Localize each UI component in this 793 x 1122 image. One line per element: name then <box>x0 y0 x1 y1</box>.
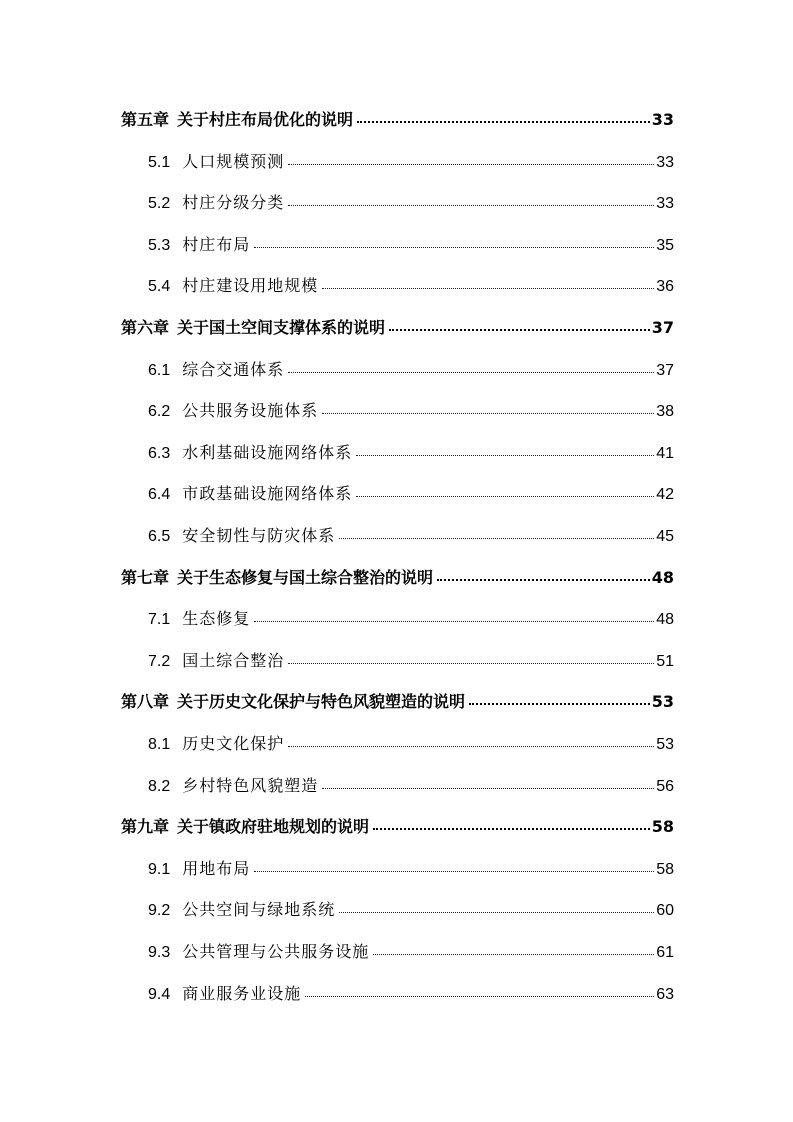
toc-entry-page-number: 36 <box>656 278 674 296</box>
toc-entry-page-number: 48 <box>651 567 674 587</box>
toc-entry-page-number: 35 <box>656 236 674 254</box>
toc-entry-title: 关于国土空间支撑体系的说明 <box>177 318 386 337</box>
dot-leader <box>356 454 654 456</box>
toc-entry-page-number: 56 <box>656 777 674 795</box>
dot-leader <box>288 204 654 206</box>
toc-entry-number: 9.2 <box>148 902 171 920</box>
toc-entry-page-number: 58 <box>651 817 674 837</box>
toc-entry-title: 历史文化保护 <box>182 736 285 753</box>
toc-section-entry[interactable] <box>148 149 674 172</box>
toc-entry-number: 9.3 <box>148 944 171 961</box>
toc-section-entry[interactable] <box>148 897 674 920</box>
toc-entry-page-number: 61 <box>656 944 674 961</box>
toc-entry-title: 水利基础设施网络体系 <box>182 444 353 462</box>
toc-entry-page-number: 38 <box>656 403 674 421</box>
dot-leader <box>357 120 650 123</box>
toc-section-entry[interactable] <box>148 357 674 380</box>
toc-entry-title: 公共管理与公共服务设施 <box>182 944 370 961</box>
dot-leader <box>437 578 650 581</box>
toc-entry-title: 人口规模预测 <box>182 153 285 171</box>
toc-entry-title: 公共服务设施体系 <box>182 403 319 421</box>
dot-leader <box>339 911 654 913</box>
dot-leader <box>373 827 650 830</box>
toc-entry-page-number: 58 <box>656 860 674 878</box>
toc-entry-number: 5.4 <box>148 278 171 296</box>
toc-section-entry[interactable] <box>148 939 674 962</box>
toc-entry-title: 市政基础设施网络体系 <box>182 486 353 504</box>
toc-chapter-entry[interactable] <box>121 814 674 837</box>
dot-leader <box>288 163 654 165</box>
toc-entry-title: 关于生态修复与国土综合整治的说明 <box>177 567 434 587</box>
toc-section-entry[interactable] <box>148 481 674 504</box>
toc-section-entry[interactable] <box>148 981 674 1004</box>
toc-entry-title: 生态修复 <box>182 611 251 629</box>
toc-entry-number: 5.3 <box>148 236 171 254</box>
toc-entry-number: 5.2 <box>148 195 171 213</box>
toc-entry-page-number: 53 <box>651 692 674 712</box>
toc-entry-page-number: 33 <box>656 195 674 213</box>
toc-entry-title: 村庄分级分类 <box>182 195 285 213</box>
toc-entry-number: 第五章 <box>121 110 170 129</box>
toc-section-entry[interactable] <box>148 856 674 879</box>
toc-entry-page-number: 41 <box>656 444 674 462</box>
dot-leader <box>322 787 654 789</box>
toc-entry-number: 8.1 <box>148 736 171 753</box>
toc-entry-number: 6.3 <box>148 444 171 462</box>
dot-leader <box>288 745 654 747</box>
toc-entry-page-number: 48 <box>656 611 674 629</box>
toc-section-entry[interactable] <box>148 731 674 754</box>
toc-entry-title: 关于镇政府驻地规划的说明 <box>177 817 370 837</box>
dot-leader <box>469 702 650 705</box>
toc-entry-title: 关于历史文化保护与特色风貌塑造的说明 <box>177 692 466 712</box>
toc-section-entry[interactable] <box>148 273 674 296</box>
toc-section-entry[interactable] <box>148 648 674 671</box>
toc-entry-page-number: 51 <box>656 652 674 670</box>
dot-leader <box>389 328 650 331</box>
toc-entry-page-number: 37 <box>651 318 674 337</box>
dot-leader <box>322 412 654 414</box>
dot-leader <box>339 537 654 539</box>
toc-entry-number: 第六章 <box>121 318 170 337</box>
dot-leader <box>356 495 654 497</box>
toc-section-entry[interactable] <box>148 773 674 796</box>
toc-chapter-entry[interactable] <box>121 315 674 338</box>
toc-entry-page-number: 33 <box>651 110 674 129</box>
toc-entry-page-number: 63 <box>656 985 674 1003</box>
toc-entry-page-number: 37 <box>656 361 674 379</box>
toc-entry-title: 商业服务业设施 <box>182 985 302 1003</box>
toc-section-entry[interactable] <box>148 398 674 421</box>
toc-entry-number: 9.1 <box>148 860 171 878</box>
dot-leader <box>288 662 654 664</box>
toc-section-entry[interactable] <box>148 190 674 213</box>
dot-leader <box>305 995 654 997</box>
toc-entry-title: 村庄建设用地规模 <box>182 278 319 296</box>
toc-entry-number: 7.1 <box>148 611 171 629</box>
toc-chapter-entry[interactable] <box>121 107 674 130</box>
toc-entry-number: 第七章 <box>121 567 170 587</box>
toc-entry-number: 5.1 <box>148 153 171 171</box>
dot-leader <box>373 953 654 955</box>
toc-entry-title: 公共空间与绿地系统 <box>182 902 336 920</box>
dot-leader <box>288 371 654 373</box>
toc-section-entry[interactable] <box>148 232 674 255</box>
toc-entry-number: 6.1 <box>148 361 171 379</box>
toc-entry-number: 9.4 <box>148 985 171 1003</box>
toc-section-entry[interactable] <box>148 606 674 629</box>
dot-leader <box>254 246 654 248</box>
toc-chapter-entry[interactable] <box>121 565 674 588</box>
toc-entry-title: 村庄布局 <box>182 236 251 254</box>
toc-section-entry[interactable] <box>148 440 674 463</box>
toc-entry-page-number: 60 <box>656 902 674 920</box>
toc-entry-title: 综合交通体系 <box>182 361 285 379</box>
toc-entry-page-number: 42 <box>656 486 674 504</box>
toc-entry-number: 7.2 <box>148 652 171 670</box>
toc-entry-page-number: 53 <box>656 736 674 753</box>
toc-entry-number: 第八章 <box>121 692 170 712</box>
toc-entry-page-number: 45 <box>656 528 674 545</box>
toc-section-entry[interactable] <box>148 523 674 546</box>
toc-entry-title: 关于村庄布局优化的说明 <box>177 110 354 129</box>
toc-entry-number: 第九章 <box>121 817 170 837</box>
toc-chapter-entry[interactable] <box>121 689 674 712</box>
toc-entry-title: 乡村特色风貌塑造 <box>182 777 319 795</box>
toc-entry-number: 6.5 <box>148 528 171 545</box>
toc-entry-title: 用地布局 <box>182 860 251 878</box>
dot-leader <box>254 870 654 872</box>
toc-entry-number: 8.2 <box>148 777 171 795</box>
toc-entry-number: 6.4 <box>148 486 171 504</box>
dot-leader <box>254 620 654 622</box>
toc-entry-title: 国土综合整治 <box>182 652 285 670</box>
toc-entry-page-number: 33 <box>656 153 674 171</box>
dot-leader <box>322 287 654 289</box>
toc-entry-number: 6.2 <box>148 403 171 421</box>
toc-entry-title: 安全韧性与防灾体系 <box>182 528 336 545</box>
